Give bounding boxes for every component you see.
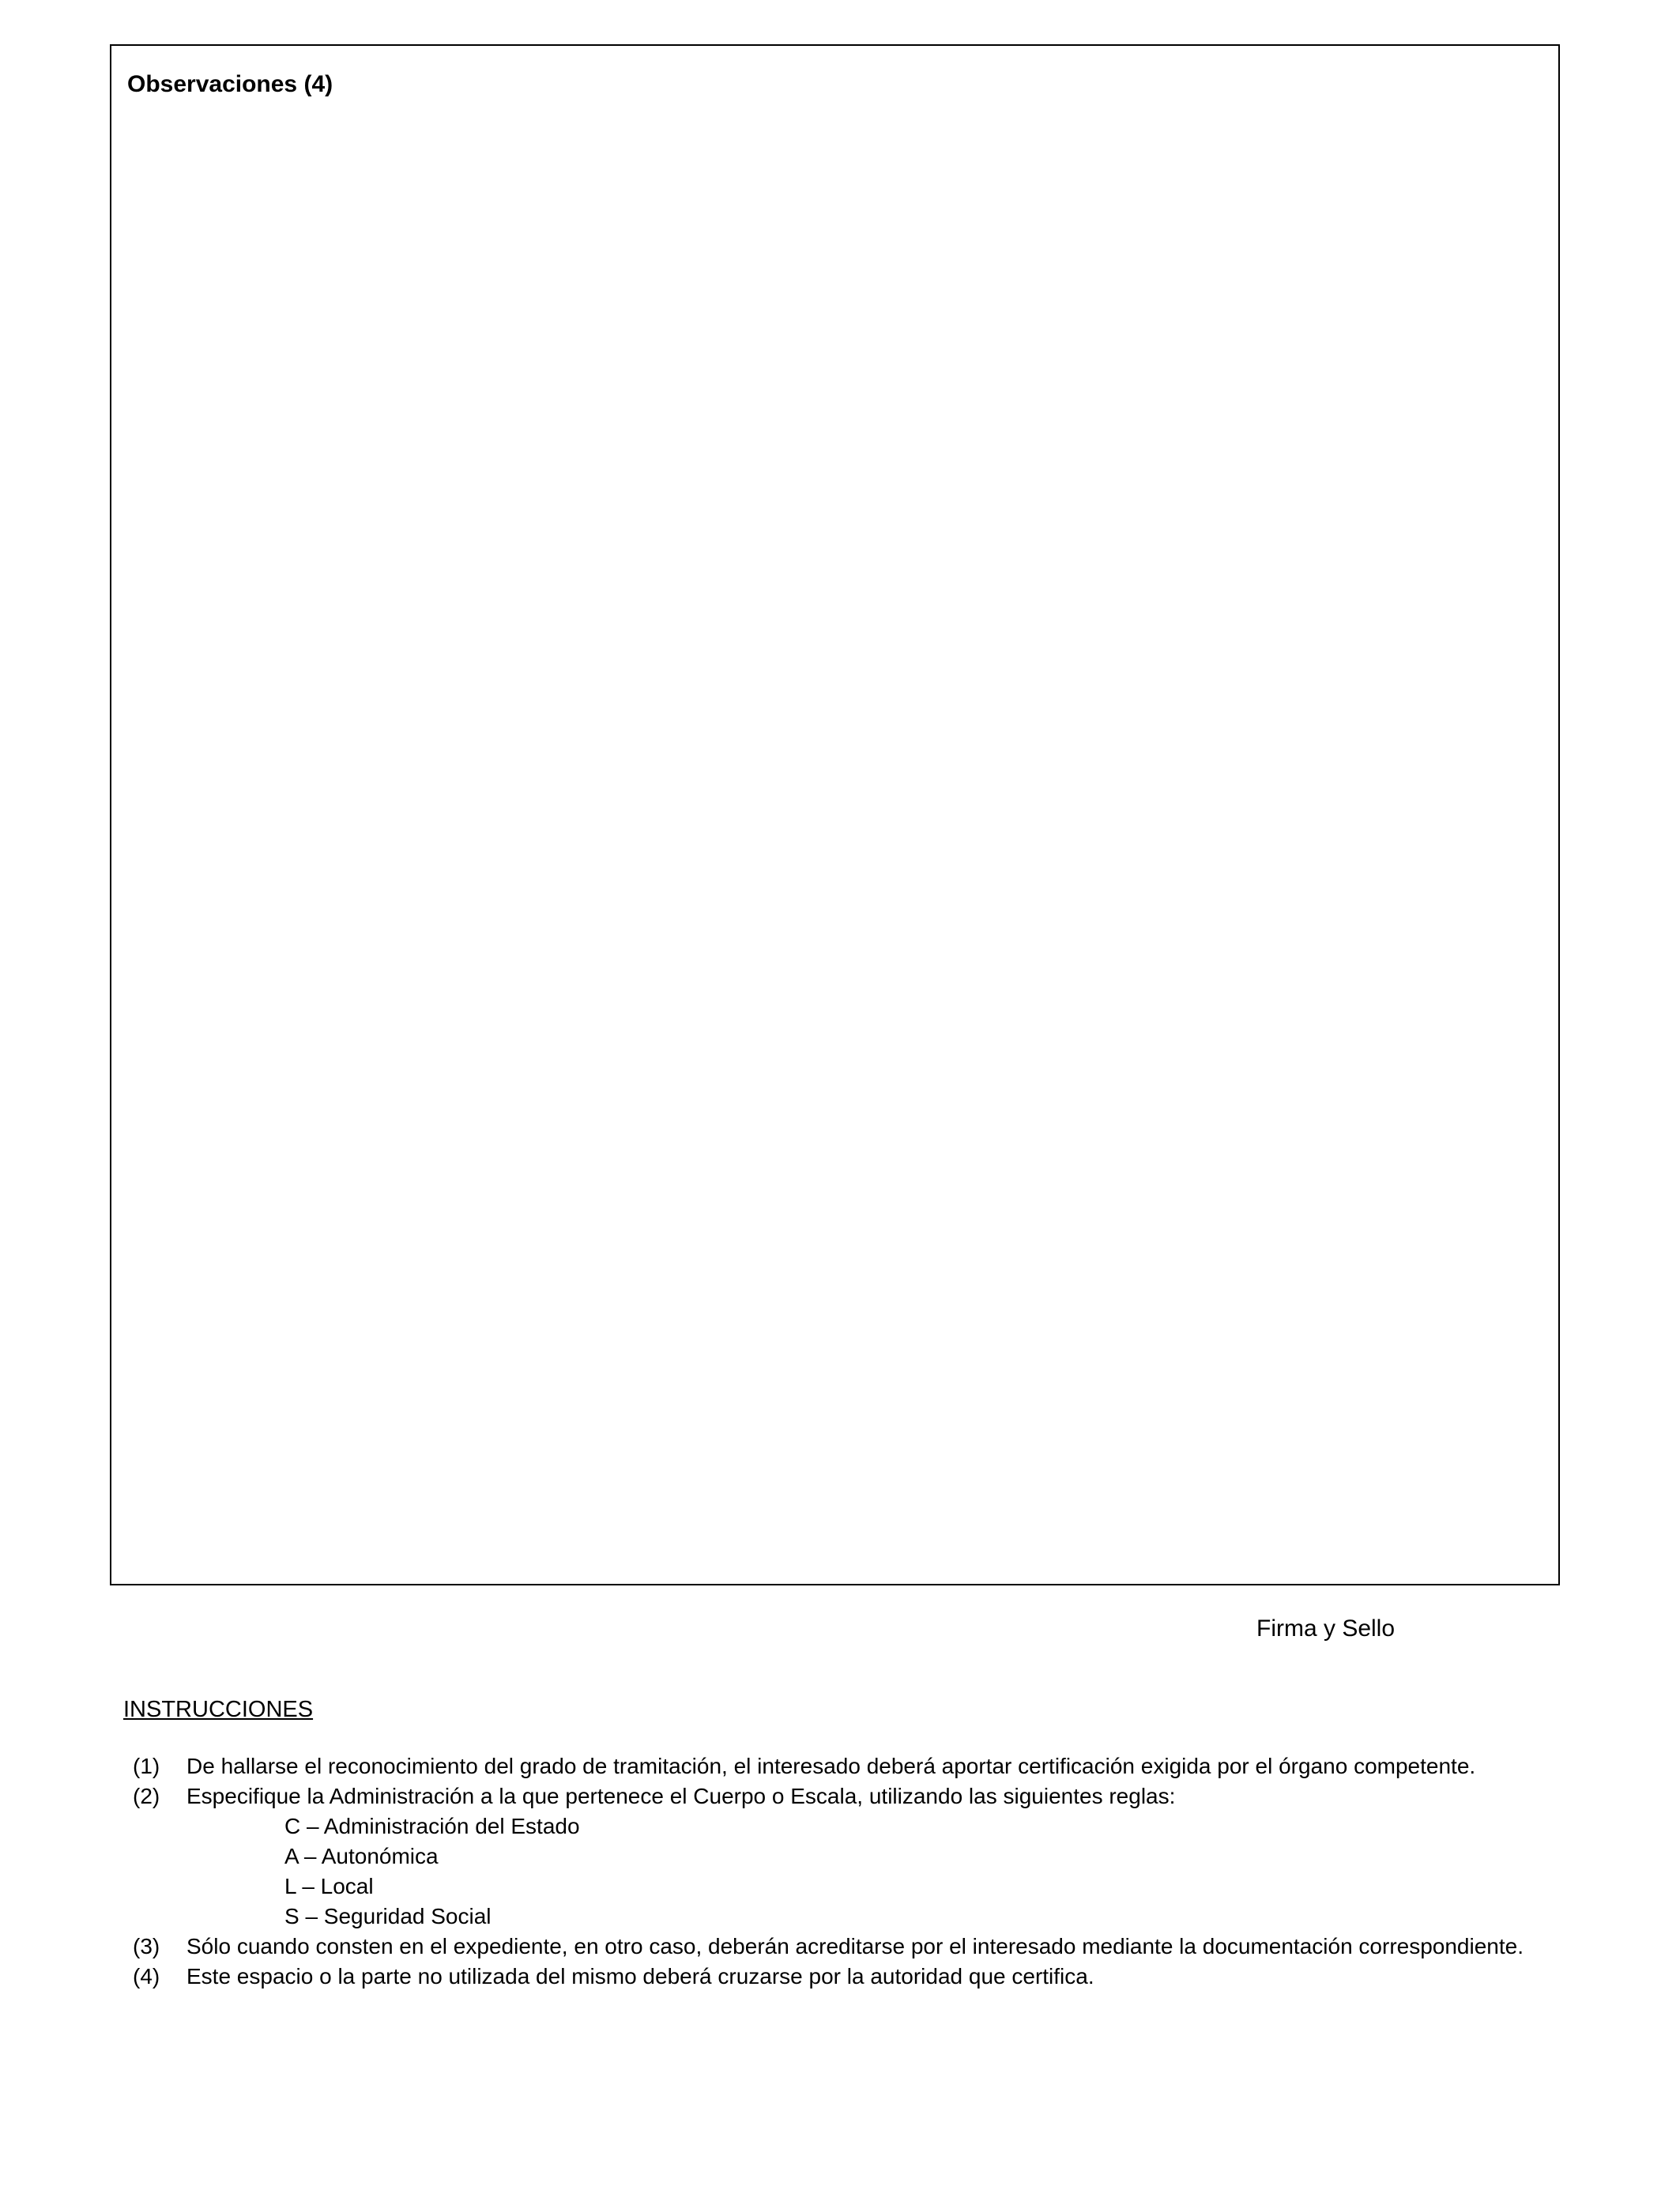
- administracion-rule-a: [133, 1842, 1555, 1872]
- instruccion-text: Este espacio o la parte no utilizada del mismo deberá cruzarse por la autoridad que certifica.: [186, 1964, 1094, 1989]
- administracion-rule-l: [133, 1872, 1555, 1902]
- rule-text: L – Local: [284, 1874, 374, 1898]
- administracion-rule-s: [133, 1902, 1555, 1932]
- rule-text: A – Autonómica: [284, 1844, 439, 1868]
- rule-text: C – Administración del Estado: [284, 1814, 580, 1838]
- firma-y-sello-label: Firma y Sello: [1256, 1615, 1396, 1642]
- instruccion-item-4: [133, 1962, 1555, 1992]
- rule-text: S – Seguridad Social: [284, 1904, 492, 1928]
- instruccion-number: (1): [133, 1754, 160, 1778]
- instruccion-item-3: [133, 1932, 1555, 1962]
- observaciones-title: Observaciones (4): [127, 71, 333, 97]
- administracion-rule-c: [133, 1811, 1555, 1842]
- instruccion-text: De hallarse el reconocimiento del grado de tramitación, el interesado deberá aportar certificación exigida por el órgano competente.: [186, 1754, 1476, 1778]
- instruccion-number: (3): [133, 1934, 160, 1958]
- observaciones-box: [110, 44, 1560, 1585]
- instruccion-item-2: [133, 1781, 1555, 1811]
- instruccion-number: (2): [133, 1784, 160, 1808]
- instruccion-item-1: [133, 1751, 1555, 1781]
- instruccion-number: (4): [133, 1964, 160, 1989]
- instrucciones-title: INSTRUCCIONES: [123, 1697, 314, 1722]
- instruccion-text: Especifique la Administración a la que pertenece el Cuerpo o Escala, utilizando las siguientes reglas:: [186, 1784, 1176, 1808]
- instrucciones-list: [133, 1751, 1555, 1992]
- instruccion-text: Sólo cuando consten en el expediente, en otro caso, deberán acreditarse por el interesado mediante la documentación correspondiente.: [186, 1934, 1524, 1958]
